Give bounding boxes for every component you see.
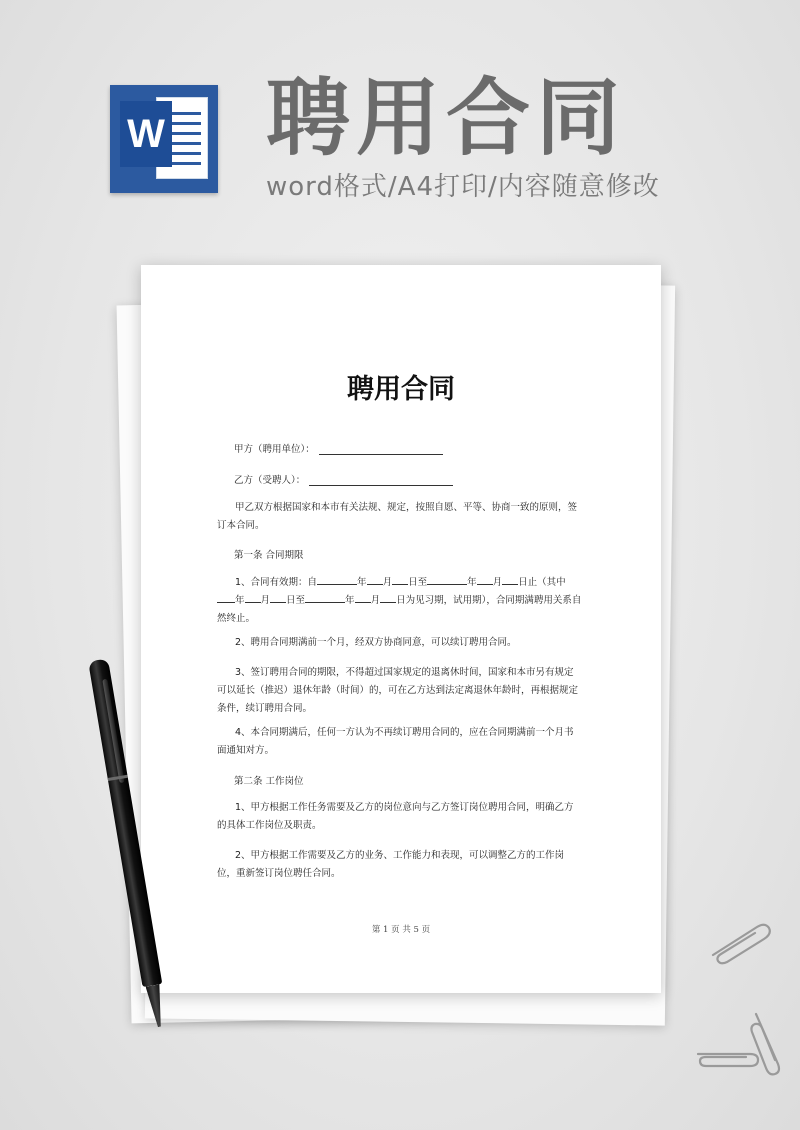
- party-a-blank[interactable]: [319, 444, 443, 455]
- header-banner: [0, 0, 800, 230]
- party-b-label: 乙方（受聘人）：: [234, 475, 306, 486]
- document-title: 聘用合同: [347, 374, 455, 405]
- party-b-blank[interactable]: [309, 475, 453, 486]
- intro-paragraph: 甲乙双方根据国家和本市有关法规、规定，按照自愿、平等、协商一致的原则，签订本合同。: [217, 502, 578, 531]
- term-paragraph-4: 4、本合同期满后，任何一方认为不再续订聘用合同的，应在合同期满前一个月书面通知对方。: [217, 727, 574, 756]
- party-a-label: 甲方（聘用单位）：: [234, 444, 315, 455]
- party-a-field: [234, 441, 443, 455]
- paper-clip-icon: [748, 1008, 788, 1078]
- party-b-field: [234, 472, 453, 486]
- word-logo-icon: [110, 85, 218, 193]
- term-paragraph-3: 3、签订聘用合同的期限，不得超过国家规定的退离休时间，国家和本市另有规定可以延长（推迟）退休年龄（时间）的，可在乙方达到法定离退休年龄时，再根据规定条件，续订聘用合同。: [217, 667, 579, 714]
- banner-subtitle: word格式/A4打印/内容随意修改: [266, 172, 660, 202]
- section2-heading: 第二条 工作岗位: [234, 776, 304, 787]
- document-page: [141, 265, 661, 993]
- term-paragraph-1: 1、合同有效期：自 年 月 日至 年 月 日止（其中年 月 日至 年 月 日为见习期，试用期），合同期满聘用关系自然终止。: [217, 574, 583, 628]
- paper-clip-icon: [705, 915, 775, 965]
- post-paragraph-2: 2、甲方根据工作需要及乙方的业务、工作能力和表现，可以调整乙方的工作岗位，重新签订岗位聘任合同。: [217, 850, 565, 879]
- banner-title: 聘用合同: [266, 69, 627, 167]
- term-paragraph-2: 2、聘用合同期满前一个月，经双方协商同意，可以续订聘用合同。: [235, 637, 517, 648]
- section1-heading: 第一条 合同期限: [234, 550, 304, 561]
- post-paragraph-1: 1、甲方根据工作任务需要及乙方的岗位意向与乙方签订岗位聘用合同，明确乙方的具体工作岗位及职责。: [217, 802, 574, 831]
- word-letter: W: [120, 101, 172, 167]
- page-footer: 第 1 页 共 5 页: [371, 925, 431, 935]
